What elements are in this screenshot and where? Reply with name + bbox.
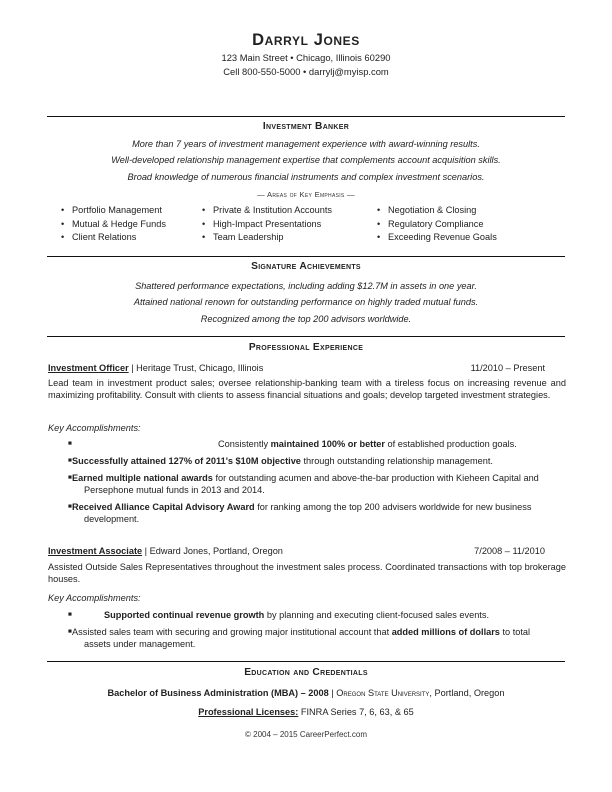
accomplishment: ■ Received Alliance Capital Advisory Award for ranking among the top 200 advisers worldwide for new business development. bbox=[68, 502, 532, 525]
accomplishment: ■ Consistently maintained 100% or better of established production goals. bbox=[68, 439, 517, 449]
job-title: Investment Officer bbox=[48, 363, 129, 373]
job-header bbox=[48, 545, 545, 558]
keyword: • Team Leadership bbox=[199, 231, 332, 245]
square-bullet-icon: ■ bbox=[68, 503, 72, 510]
achievements-title: Signature Achievements bbox=[251, 261, 361, 272]
education-title: Education and Credentials bbox=[244, 667, 368, 678]
licenses: FINRA Series 7, 6, 63, & 65 bbox=[298, 707, 414, 717]
resume-header bbox=[0, 30, 612, 79]
square-bullet-icon: ■ bbox=[68, 628, 72, 635]
job-header bbox=[48, 362, 545, 375]
emphasis-heading: — Areas of Key Emphasis — bbox=[257, 190, 355, 199]
square-bullet-icon: ■ bbox=[68, 457, 72, 464]
address: 123 Main Street • Chicago, Illinois 60290 bbox=[221, 52, 391, 64]
square-bullet-icon: ■ bbox=[68, 474, 72, 481]
summary-lines bbox=[0, 136, 612, 185]
job-employer: | Edward Jones, Portland, Oregon bbox=[142, 546, 283, 556]
licenses-label: Professional Licenses: bbox=[198, 707, 299, 717]
keywords-col-2 bbox=[199, 204, 332, 245]
licenses-line bbox=[0, 706, 612, 719]
job-employer: | Heritage Trust, Chicago, Illinois bbox=[128, 363, 264, 373]
square-bullet-icon: ■ bbox=[68, 440, 72, 447]
keyword: • High-Impact Presentations bbox=[199, 218, 332, 232]
divider bbox=[47, 661, 565, 662]
keyword: • Exceeding Revenue Goals bbox=[374, 231, 497, 245]
job-dates: 11/2010 – Present bbox=[470, 363, 545, 373]
job-description: Assisted Outside Sales Representatives throughout the investment sales process. Coordinated transactions with top brokerage houses. bbox=[48, 562, 566, 585]
phone-email: Cell 800-550-5000 • darrylj@myisp.com bbox=[223, 66, 389, 78]
school-location: , Portland, Oregon bbox=[429, 688, 505, 698]
divider bbox=[47, 116, 565, 117]
degree-line: Bachelor of Business Administration (MBA) – 2008 | Oregon State University, Portland, Oregon bbox=[107, 688, 505, 698]
keyword: • Mutual & Hedge Funds bbox=[58, 218, 166, 232]
divider bbox=[47, 256, 565, 257]
accomplishment: ■ Assisted sales team with securing and growing major institutional account that added millions of dollars to total assets under management. bbox=[68, 627, 531, 650]
achievement-line: Attained national renown for outstanding performance on highly traded mutual funds. bbox=[133, 297, 479, 308]
keywords-col-3 bbox=[374, 204, 497, 245]
school: Oregon State University bbox=[336, 688, 430, 698]
achievement-line: Recognized among the top 200 advisors worldwide. bbox=[200, 313, 412, 324]
accomplishment: ■ Supported continual revenue growth by planning and executing client-focused sales events. bbox=[68, 610, 490, 620]
job-description: Lead team in investment product sales; oversee relationship-banking team with a tireless focus on increasing revenue and maximizing profitability. Consult with clients to assess financial situations and goals; develop targeted investment strategies. bbox=[48, 378, 566, 401]
square-bullet-icon: ■ bbox=[68, 611, 72, 618]
summary-line: Well-developed relationship management expertise that complements account acquisition skills. bbox=[111, 155, 501, 166]
keyword: • Client Relations bbox=[58, 231, 166, 245]
achievement-lines bbox=[0, 278, 612, 327]
keyword: • Private & Institution Accounts bbox=[199, 204, 332, 218]
key-accomplishments-label: Key Accomplishments: bbox=[48, 423, 141, 433]
keyword: • Negotiation & Closing bbox=[374, 204, 497, 218]
key-accomplishments-label: Key Accomplishments: bbox=[48, 593, 141, 603]
accomplishment: ■ Successfully attained 127% of 2011's $10M objective through outstanding relationship management. bbox=[68, 456, 493, 466]
achievement-line: Shattered performance expectations, including adding $12.7M in assets in one year. bbox=[135, 281, 477, 291]
job-title: Investment Associate bbox=[48, 546, 143, 556]
keyword: • Regulatory Compliance bbox=[374, 218, 497, 232]
degree: Bachelor of Business Administration (MBA) – 2008 bbox=[107, 688, 329, 698]
keyword: • Portfolio Management bbox=[58, 204, 166, 218]
summary-title: Investment Banker bbox=[262, 121, 350, 132]
summary-line: Broad knowledge of numerous financial instruments and complex investment scenarios. bbox=[127, 171, 485, 182]
summary-line: More than 7 years of investment management experience with award-winning results. bbox=[132, 139, 480, 149]
candidate-name: Darryl Jones bbox=[252, 31, 360, 49]
copyright: © 2004 – 2015 CareerPerfect.com bbox=[245, 730, 367, 739]
experience-title: Professional Experience bbox=[248, 342, 364, 353]
keywords-col-1 bbox=[58, 204, 166, 245]
divider bbox=[47, 336, 565, 337]
job-dates: 7/2008 – 11/2010 bbox=[474, 546, 545, 556]
accomplishment: ■ Earned multiple national awards for outstanding acumen and above-the-bar production with Kieheen Capital and Persephone mutual funds in 2013 and 2014. bbox=[68, 473, 539, 496]
